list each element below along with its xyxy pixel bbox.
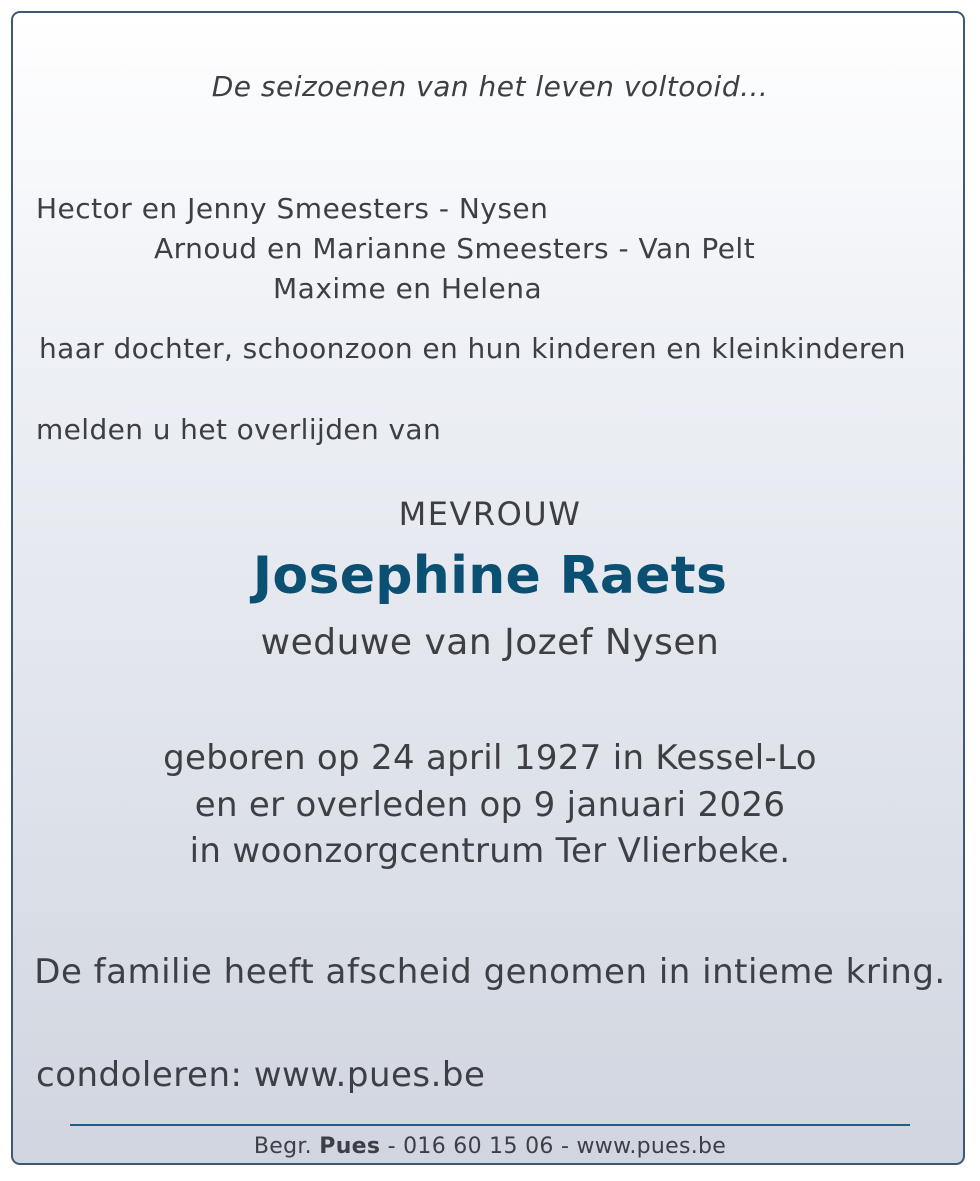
- opening-quote: De seizoenen van het leven voltooid...: [211, 70, 769, 103]
- deceased-name: Josephine Raets: [252, 546, 728, 606]
- footer-divider: [70, 1124, 910, 1126]
- undertaker-name: Pues: [319, 1134, 381, 1159]
- widow-of-line: weduwe van Jozef Nysen: [260, 622, 720, 663]
- family-line-1: Hector en Jenny Smeesters - Nysen: [36, 192, 549, 225]
- undertaker-footer: [0, 1134, 980, 1159]
- death-line: en er overleden op 9 januari 2026: [194, 785, 786, 825]
- announcement-text: melden u het overlijden van: [36, 413, 442, 446]
- farewell-statement: De familie heeft afscheid genomen in intieme kring.: [34, 952, 946, 992]
- place-line: in woonzorgcentrum Ter Vlierbeke.: [189, 831, 791, 871]
- honorific-title: MEVROUW: [398, 495, 582, 533]
- family-relation: haar dochter, schoonzoon en hun kinderen en kleinkinderen: [39, 332, 906, 365]
- family-line-3: Maxime en Helena: [273, 272, 543, 305]
- footer-contact[interactable]: - 016 60 15 06 - www.pues.be: [387, 1134, 727, 1159]
- birth-line: geboren op 24 april 1927 in Kessel-Lo: [163, 738, 817, 778]
- family-line-2: Arnoud en Marianne Smeesters - Van Pelt: [154, 232, 756, 265]
- footer-prefix: Begr.: [253, 1134, 312, 1159]
- condolences-link[interactable]: condoleren: www.pues.be: [36, 1055, 486, 1095]
